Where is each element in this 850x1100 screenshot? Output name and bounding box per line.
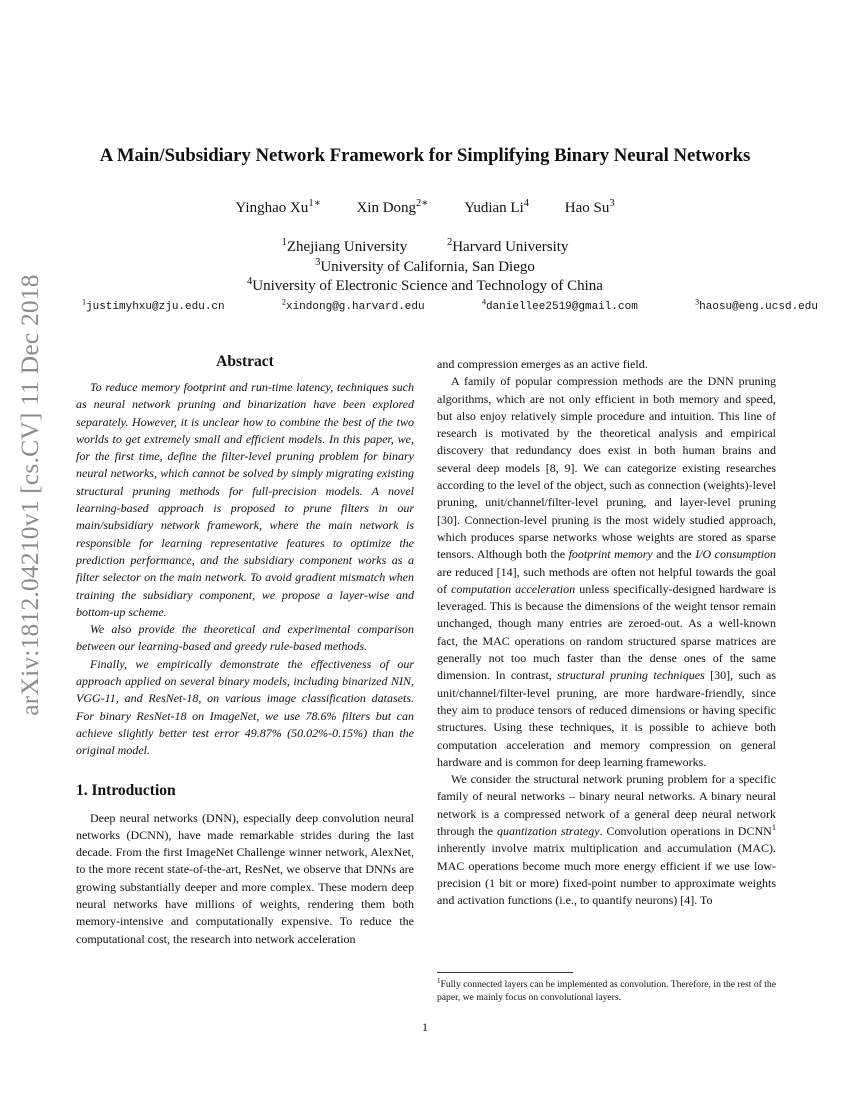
paper-title: A Main/Subsidiary Network Framework for Simplifying Binary Neural Networks [99,145,751,166]
arxiv-id: arXiv:1812.04210v1 [cs.CV] 11 Dec 2018 [15,274,44,716]
email-list [82,297,818,313]
footnote: $^1$Fully connected layers can be implemented as convolution. Therefore, in the rest of the paper, we mainly focus on convolutional layers. [437,976,776,1003]
email: $^1$justimyhxu@zju.edu.cn [82,297,225,313]
footnote-rule [437,972,573,973]
right-column [437,356,776,910]
intro-heading: 1. Introduction [76,781,176,799]
arxiv-stamp [6,274,54,716]
affiliation: $^2$Harvard University [446,237,569,255]
affiliation-line [0,239,850,256]
author: Yudian Li$^4$ [464,198,530,216]
affiliation: $^3$University of California, San Diego [315,257,535,275]
abstract-heading: Abstract [216,353,274,370]
author: Xin Dong$^{2∗}$ [356,198,429,216]
affiliation: $^1$Zhejiang University [281,237,408,255]
affiliation-line [0,278,850,295]
abstract-paragraph: Finally, we empirically demonstrate the effectiveness of our approach applied on several binary models, including binarized NIN, VGG-11, and ResNet-18, on various image classification datasets. For binary ResNet-18 on ImageNet, we use 78.6% filters but can achieve slightly better test error 49.87% (50.02%-0.15%) than the original model. [76,656,414,758]
body-paragraph: We consider the structural network pruning problem for a specific family of neural networks – binary neural networks. A binary neural network is a compressed network of a general deep neural network through the quantization strategy. Convolution operations in DCNN$^1$ inherently involve matrix multiplication and accumulation (MAC). MAC operations become much more energy efficient if we use low-precision (1 bit or more) fixed-point number to approximate weights and activation functions (i.e., to quantify neurons) [4]. To [437,772,776,908]
email: $^4$daniellee2519@gmail.com [481,297,638,313]
left-column [76,353,414,948]
body-paragraph: and compression emerges as an active field. [437,357,648,371]
author: Yinghao $Xu^{1∗}$ [235,198,321,216]
affiliation: $^4$University of Electronic Science and Technology of China [247,276,603,294]
email: $^2$xindong@g.harvard.edu [281,297,425,313]
author: Hao Su$^3$ [564,198,615,216]
body-paragraph: A family of popular compression methods are the DNN pruning algorithms, which are not only efficient in both memory and speed, but also enjoy relatively simple procedure and intuition. This line of research is motivated by the theoretical analysis and empirical discovery that redundancy does exist in both human brains and several deep models [8, 9]. We can categorize existing researches according to the level of the object, such as connection (weights)-level pruning, unit/channel/filter-level pruning, and layer-level pruning [30]. Connection-level pruning is the most widely studied approach, which produces sparse networks whose weights are stored as sparse tensors. Although both the footprint memory and the I/O consumption are reduced [14], such methods are often not helpful towards the goal of computation acceleration unless specifically-designed hardware is leveraged. This is because the dimensions of the weight tensor remain unchanged, though many entries are zeroed-out. As a well-known fact, the MAC operations on random structured sparse matrices are generally not too much faster than the dense ones of the same dimension. In contrast, structural pruning techniques [30], such as unit/channel/filter-level pruning, are more hardware-friendly, since they aim to produce tensors of reduced dimensions or having specific structures. Using these techniques, it is possible to achieve both computation acceleration and memory compression on general hardware and is common for deep learning frameworks. [437,374,776,769]
author-list [0,200,850,217]
abstract-paragraph: To reduce memory footprint and run-time latency, techniques such as neural network pruning and binarization have been explored separately. However, it is unclear how to combine the best of the two worlds to get extremely small and efficient models. In this paper, we, for the first time, define the filter-level pruning problem for binary neural networks, which cannot be solved by simply migrating existing structural pruning methods for full-precision models. A novel learning-based approach is proposed to prune filters in our main/subsidiary network framework, where the main network is responsible for learning representative features to optimize the prediction performance, and the subsidiary component works as a filter selector on the main network. To avoid gradient mismatch when training the subsidiary component, we propose a layer-wise and bottom-up scheme. [76,380,414,619]
email: $^3$haosu@eng.ucsd.edu [695,297,818,313]
page-number: 1 [422,1020,428,1034]
affiliation-line [0,259,850,276]
footnote-marker: 1 [771,823,776,833]
intro-paragraph: Deep neural networks (DNN), especially deep convolution neural networks (DCNN), have made remarkable strides during the last decade. From the first ImageNet Challenge winner network, AlexNet, to the more recent state-of-the-art, ResNet, we observe that DNNs are growing substantially deeper and more complex. These modern deep neural networks have millions of weights, rendering them both memory-intensive and computationally expensive. To reduce the computational cost, the research into network acceleration [76,810,414,946]
abstract-paragraph: We also provide the theoretical and experimental comparison between our learning-based and greedy rule-based methods. [76,622,414,654]
